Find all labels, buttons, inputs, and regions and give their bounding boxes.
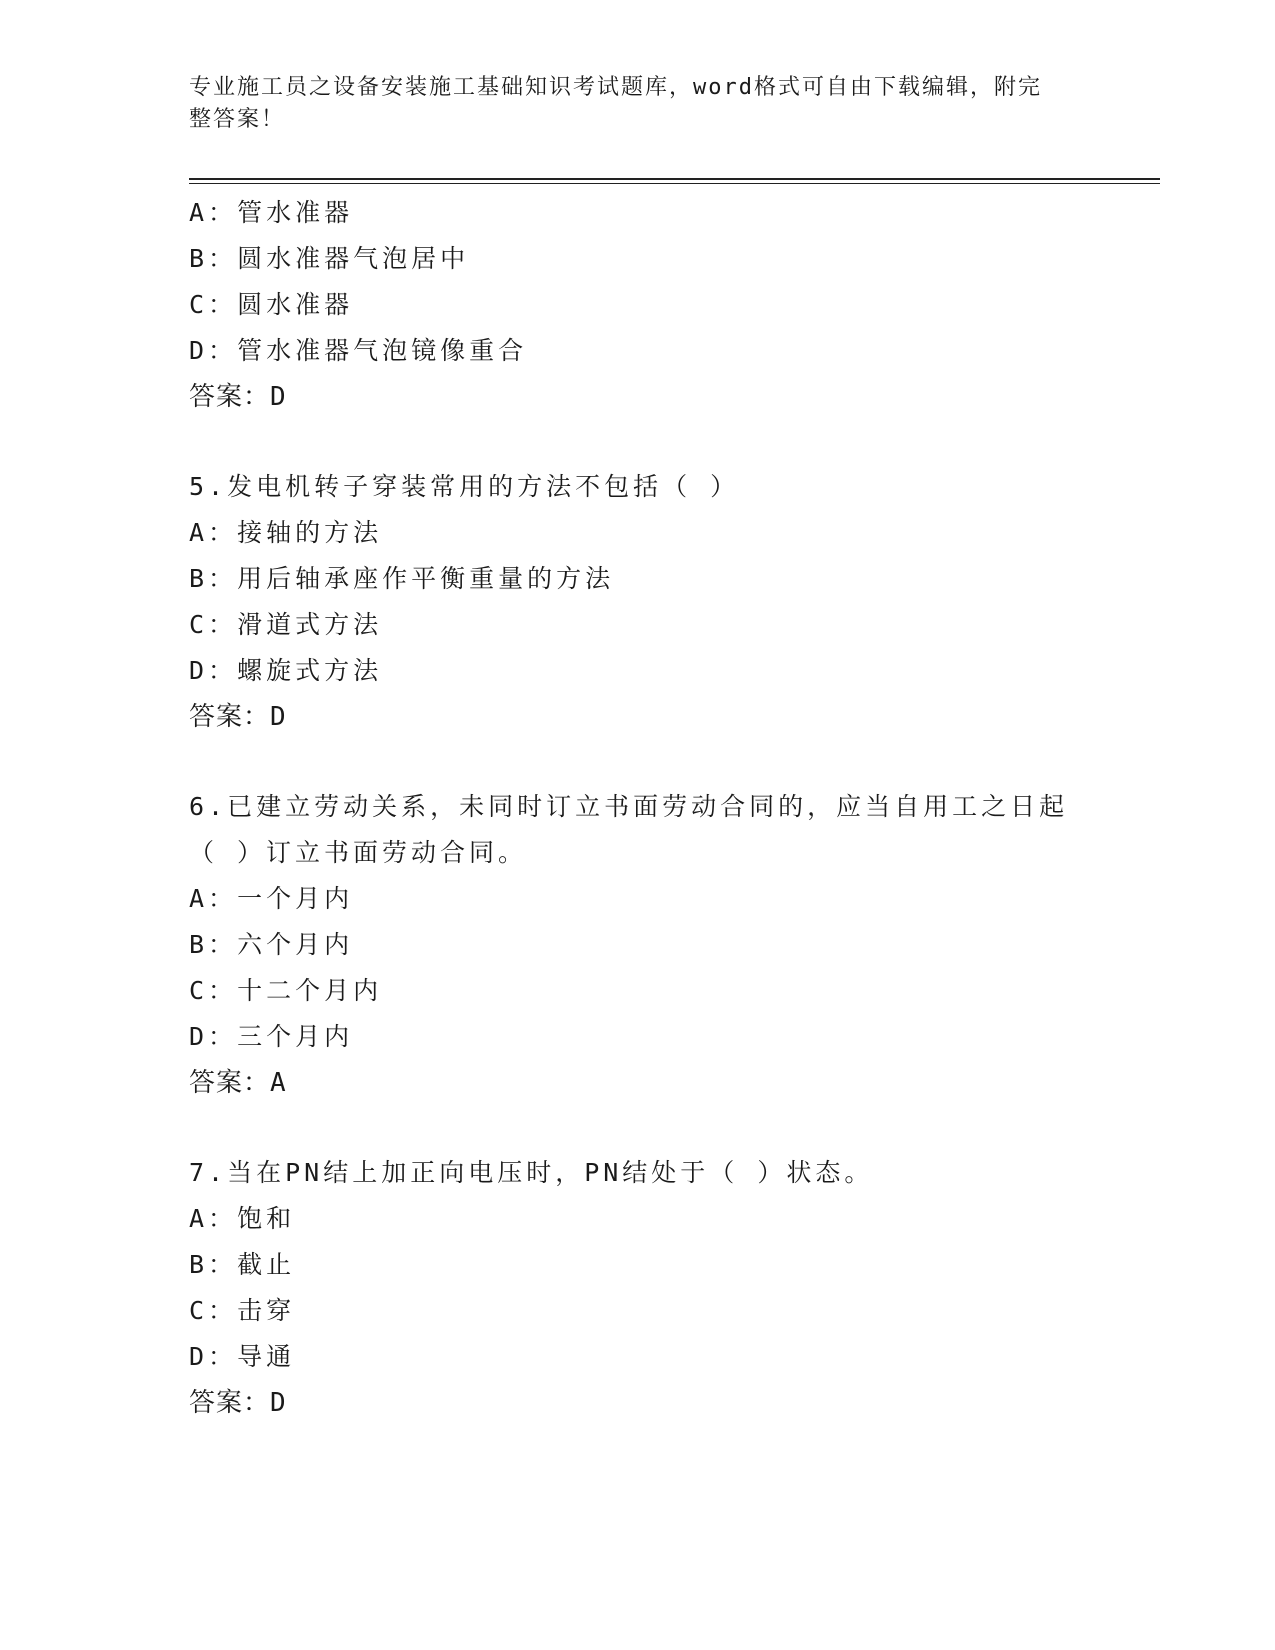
option-c: C：滑道式方法 [189,610,383,639]
option-c: C：十二个月内 [189,976,383,1005]
option-c: C：圆水准器 [189,290,354,319]
option-d: D：管水准器气泡镜像重合 [189,336,528,365]
answer-line: 答案：D [189,382,287,412]
option-a: A：一个月内 [189,884,354,913]
option-a: A：接轴的方法 [189,518,383,547]
answer-line: 答案：D [189,702,287,732]
question-text-line-1: 6.已建立劳动关系，未同时订立书面劳动合同的，应当自用工之日起 [189,792,1069,821]
option-d: D：导通 [189,1342,296,1371]
answer-line: 答案：A [189,1068,287,1098]
header-line-1: 专业施工员之设备安装施工基础知识考试题库，word格式可自由下载编辑，附完 [189,75,1042,100]
question-text: 7.当在PN结上加正向电压时，PN结处于（ ）状态。 [189,1158,874,1187]
option-d: D：螺旋式方法 [189,656,383,685]
option-a: A：饱和 [189,1204,296,1233]
question-list [189,190,1089,1426]
header-line-2: 整答案！ [189,107,286,132]
document-header [189,72,1069,136]
question-text-line-2: （ ）订立书面劳动合同。 [189,838,528,867]
option-b: B：用后轴承座作平衡重量的方法 [189,564,615,593]
question-7 [189,1150,1089,1426]
option-b: B：圆水准器气泡居中 [189,244,470,273]
question-5 [189,464,1089,740]
option-c: C：击穿 [189,1296,296,1325]
option-d: D：三个月内 [189,1022,354,1051]
question-partial [189,190,1089,420]
option-a: A：管水准器 [189,198,354,227]
question-6 [189,784,1089,1106]
option-b: B：截止 [189,1250,296,1279]
question-text: 5.发电机转子穿装常用的方法不包括（ ） [189,472,740,501]
answer-line: 答案：D [189,1388,287,1418]
header-divider-thin [189,183,1160,184]
option-b: B：六个月内 [189,930,354,959]
header-divider-thick [189,178,1160,180]
